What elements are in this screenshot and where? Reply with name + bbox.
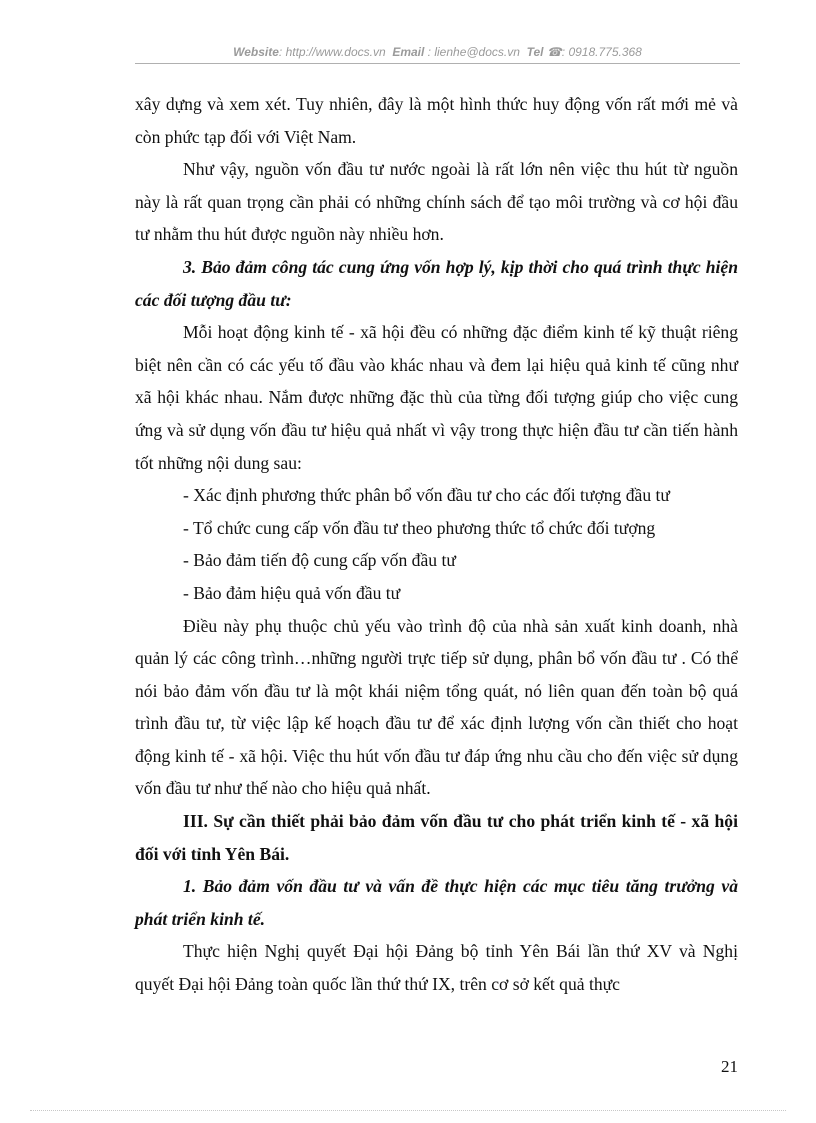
tel-label: Tel: [526, 45, 544, 59]
header-divider: [135, 63, 740, 64]
email-value: : lienhe@docs.vn: [427, 45, 520, 59]
list-item: - Bảo đảm tiến độ cung cấp vốn đầu tư: [183, 550, 456, 571]
website-value: : http://www.docs.vn: [278, 45, 386, 59]
list-item: - Tổ chức cung cấp vốn đầu tư theo phương thức tổ chức đối tượng: [183, 517, 656, 538]
page-header: [135, 45, 740, 59]
subheading-3: 3. Bảo đảm công tác cung ứng vốn hợp lý, kịp thời cho quá trình thực hiện các đối tượng đầu tư:: [135, 256, 738, 310]
footer-divider: [30, 1110, 786, 1111]
list-item: - Xác định phương thức phân bổ vốn đầu tư cho các đối tượng đầu tư: [183, 485, 670, 506]
email-label: Email: [392, 45, 425, 59]
section-heading-iii: III. Sự cần thiết phải bảo đảm vốn đầu tư cho phát triển kinh tế - xã hội đối với tỉnh Yên Bái.: [135, 811, 738, 864]
paragraph-5: Thực hiện Nghị quyết Đại hội Đảng bộ tỉnh Yên Bái lần thứ XV và Nghị quyết Đại hội Đảng toàn quốc lần thứ thứ IX, trên cơ sở kết quả thực: [135, 941, 738, 995]
website-label: Website: [233, 45, 279, 59]
telephone-icon: ☎: [546, 45, 562, 59]
paragraph-2: Như vậy, nguồn vốn đầu tư nước ngoài là rất lớn nên việc thu hút từ nguồn này là rất quan trọng cần phải có những chính sách để tạo môi trường và cơ hội đầu tư nhằm thu hút được nguồn này nhiều hơn.: [135, 159, 738, 245]
tel-value: : 0918.775.368: [561, 45, 642, 59]
paragraph-4: Điều này phụ thuộc chủ yếu vào trình độ của nhà sản xuất kinh doanh, nhà quản lý các công trình…những người trực tiếp sử dụng, phân bổ vốn đầu tư . Có thể nói bảo đảm vốn đầu tư là một khái niệm tổng quát, nó liên quan đến toàn bộ quá trình đầu tư, từ việc lập kế hoạch đầu tư để xác định lượng vốn cần thiết cho hoạt động kinh tế - xã hội. Việc thu hút vốn đầu tư đáp ứng nhu cầu cho đến việc sử dụng vốn đầu tư như thế nào cho hiệu quả nhất.: [135, 615, 738, 799]
subheading-1: 1. Bảo đảm vốn đầu tư và vấn đề thực hiện các mục tiêu tăng trưởng và phát triển kinh tế.: [135, 876, 738, 929]
paragraph-1: xây dựng và xem xét. Tuy nhiên, đây là một hình thức huy động vốn rất mới mẻ và còn phức tạp đối với Việt Nam.: [135, 94, 738, 147]
list-item: - Bảo đảm hiệu quả vốn đầu tư: [183, 582, 401, 603]
document-body: [135, 88, 738, 1001]
page-number: 21: [721, 1057, 738, 1076]
paragraph-3: Mỗi hoạt động kinh tế - xã hội đều có những đặc điểm kinh tế kỹ thuật riêng biệt nên cần có các yếu tố đầu vào khác nhau và đem lại hiệu quả kinh tế cũng như xã hội khác nhau. Nắm được những đặc thù của từng đối tượng giúp cho việc cung ứng và sử dụng vốn đầu tư hiệu quả nhất vì vậy trong thực hiện đầu tư cần tiến hành tốt những nội dung sau:: [135, 322, 738, 473]
